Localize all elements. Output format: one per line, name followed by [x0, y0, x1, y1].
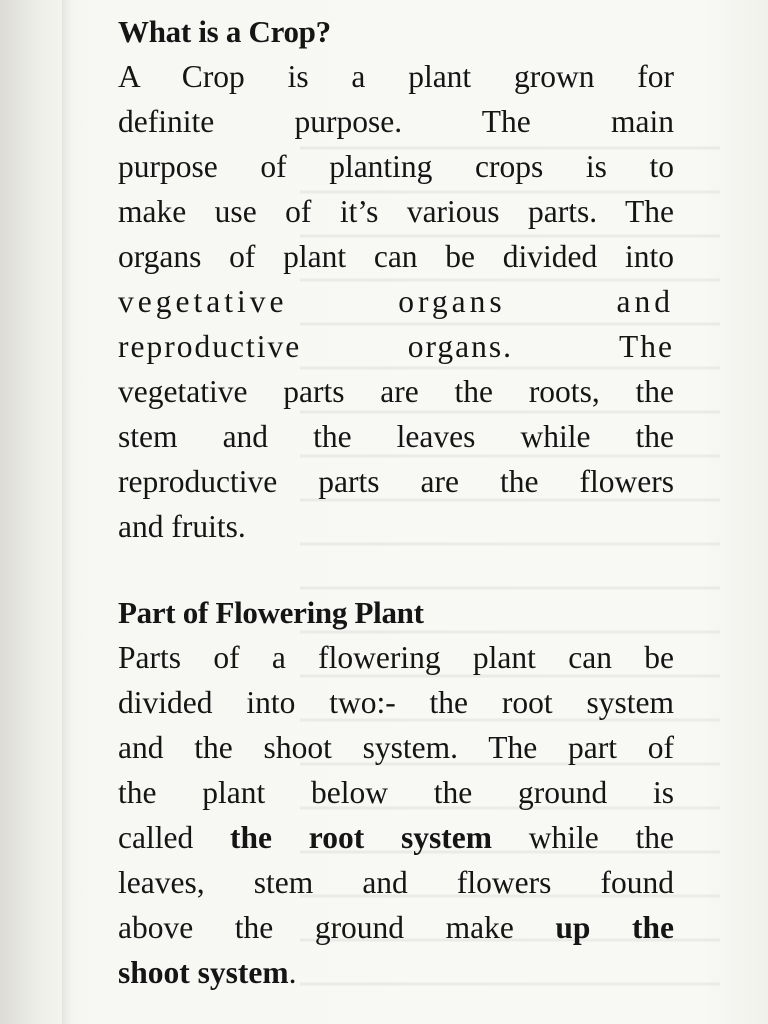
paragraph-line: divided into two:- the root system: [118, 685, 674, 720]
text-column: [118, 10, 674, 995]
paragraph-line: A Crop is a plant grown for: [118, 59, 674, 94]
section-heading-crop: What is a Crop?: [118, 14, 331, 49]
bold-term-root-system: the root system: [230, 820, 492, 855]
paragraph-line: make use of it’s various parts. The: [118, 194, 674, 229]
paragraph-line: and fruits.: [118, 509, 246, 544]
line-text: while the: [491, 820, 674, 855]
paragraph-line: purpose of planting crops is to: [118, 149, 674, 184]
flowering-plant-paragraph: [118, 635, 674, 995]
paragraph-line: [118, 905, 674, 950]
section-heading-flowering-plant: Part of Flowering Plant: [118, 595, 424, 630]
bold-term-up-the: up the: [555, 910, 674, 945]
bold-term-shoot-system: shoot system: [118, 955, 289, 990]
paragraph-line: [118, 950, 674, 995]
section-spacer: [118, 549, 674, 591]
paragraph-line: the plant below the ground is: [118, 775, 674, 810]
paragraph-line: organs of plant can be divided into: [118, 239, 674, 274]
line-text: above the ground make: [118, 910, 556, 945]
paragraph-line: definite purpose. The main: [118, 104, 674, 139]
line-text: called: [118, 820, 230, 855]
paragraph-line: [118, 815, 674, 860]
line-text: .: [288, 955, 297, 990]
paragraph-line: reproductive parts are the flowers: [118, 464, 674, 499]
paragraph-line: stem and the leaves while the: [118, 419, 674, 454]
paragraph-line: reproductive organs. The: [118, 329, 674, 364]
paragraph-line: leaves, stem and flowers found: [118, 865, 674, 900]
paragraph-line: Parts of a flowering plant can be: [118, 640, 674, 675]
paragraph-line: vegetative organs and: [118, 284, 674, 319]
paragraph-line: and the shoot system. The part of: [118, 730, 674, 765]
crop-paragraph: [118, 54, 674, 549]
paragraph-line: vegetative parts are the roots, the: [118, 374, 674, 409]
page-gutter: [62, 0, 72, 1024]
